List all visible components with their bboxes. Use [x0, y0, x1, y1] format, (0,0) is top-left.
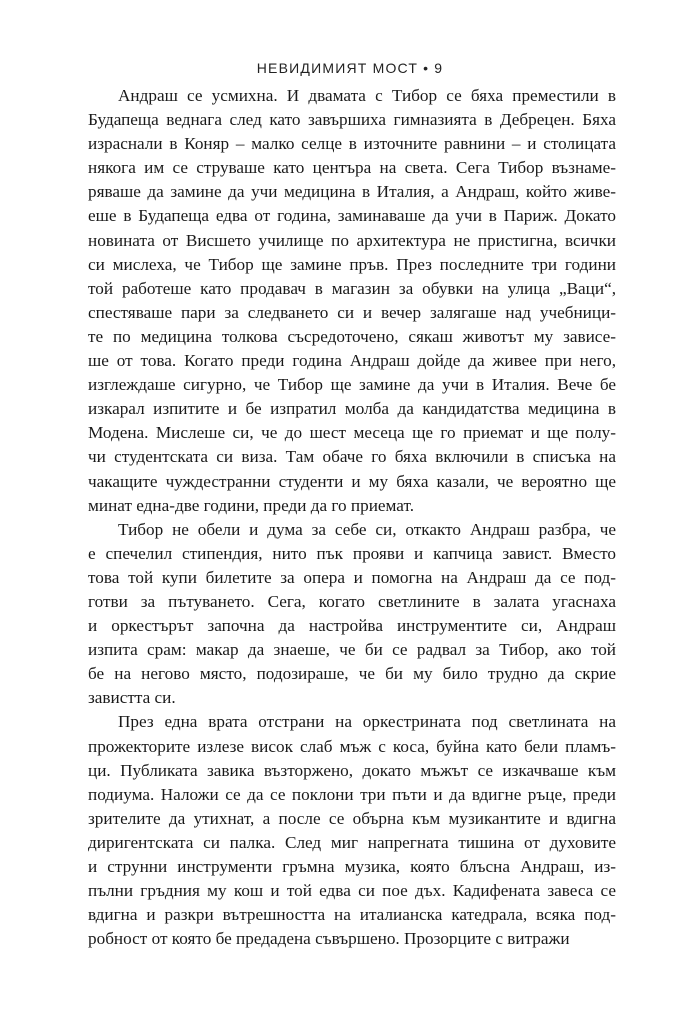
text-line: изглеждаше сигурно, че Тибор ще замине да учи в Италия. Вече бе	[88, 375, 616, 395]
paragraph	[88, 710, 616, 951]
text-line: някога им се струваше като центъра на света. Сега Тибор възнаме-	[88, 158, 616, 178]
text-line: е спечелил стипендия, нито пък прояви и капчица завист. Вместо	[88, 543, 616, 563]
text-line: изкарал изпитите и бе изпратил молба да кандидатства медицина в	[88, 399, 616, 419]
body-text	[88, 84, 616, 951]
text-line: диригентската си палка. След миг напрегната тишина от духовите	[88, 832, 616, 852]
text-line: израснали в Коняр – малко селце в източните равнини – и столицата	[88, 134, 616, 154]
text-line: изпита срам: макар да знаеше, че би се радвал за Тибор, ако той	[88, 640, 616, 660]
text-line: пълни гръдния му кош и той едва си пое дъх. Кадифената завеса се	[88, 881, 616, 901]
text-line: си мислеха, че Тибор ще замине пръв. През последните три години	[88, 254, 616, 274]
text-line: подиума. Наложи се да се поклони три пъти и да вдигне ръце, преди	[88, 784, 616, 804]
header-separator: •	[423, 60, 430, 76]
running-header	[0, 60, 700, 76]
text-line: еше в Будапеща едва от година, заминаваше да учи в Париж. Докато	[88, 206, 616, 226]
text-line: Модена. Мислеше си, че до шест месеца ще го приемат и ще полу-	[88, 423, 616, 443]
text-line: новината от Висшето училище по архитектура не пристигна, всички	[88, 230, 616, 250]
text-line: чакащите чуждестранни студенти и му бяха казали, че вероятно ще	[88, 471, 616, 491]
book-title: НЕВИДИМИЯТ МОСТ	[256, 60, 419, 76]
text-line: той работеше като продавач в магазин за обувки на улица „Ваци“,	[88, 278, 616, 298]
text-line: и оркестърът започна да настройва инструментите си, Андраш	[88, 616, 616, 636]
text-line: ряваше да замине да учи медицина в Италия, а Андраш, който живе-	[88, 182, 616, 202]
page-number: 9	[434, 60, 444, 76]
text-line: зрителите да утихнат, а после се обърна към музикантите и вдигна	[88, 808, 616, 828]
text-line: и струнни инструменти гръмна музика, която блъсна Андраш, из-	[88, 857, 616, 876]
text-line: това той купи билетите за опера и помогна на Андраш да се под-	[88, 567, 616, 587]
text-line: ци. Публиката завика възторжено, докато мъжът се изкачваше към	[88, 760, 616, 780]
text-line: минат една-две години, преди да го приемат.	[88, 495, 414, 515]
text-line: готви за пътуването. Сега, когато светлините в залата угаснаха	[88, 591, 616, 611]
paragraph	[88, 518, 616, 711]
text-line: През една врата отстрани на оркестрината под светлината на	[118, 712, 616, 732]
text-line: Будапеща веднага след като завършиха гимназията в Дебрецен. Бяха	[88, 110, 616, 130]
text-line: завистта си.	[88, 688, 176, 708]
text-line: Андраш се усмихна. И двамата с Тибор се бяха преместили в	[118, 86, 616, 105]
text-line: ше от това. Когато преди година Андраш дойде да живее при него,	[88, 351, 616, 371]
text-line: чи студентската си виза. Там обаче го бяха включили в списъка на	[88, 447, 616, 467]
text-line: спестяваше пари за следването си и вечер залягаше над учебници-	[88, 302, 616, 322]
text-line: бе на негово място, подозираше, че би му било трудно да скрие	[88, 664, 616, 684]
paragraph	[88, 84, 616, 518]
text-line: Тибор не обели и дума за себе си, откакто Андраш разбра, че	[118, 519, 616, 539]
text-line: те по медицина толкова съсредоточено, сякаш животът му зависе-	[88, 326, 616, 346]
text-line: вдигна и разкри вътрешността на италианска катедрала, всяка под-	[88, 905, 616, 925]
text-line: прожекторите излезе висок слаб мъж с коса, буйна като бели пламъ-	[88, 736, 616, 756]
text-line: робност от която бе предадена съвършено. Прозорците с витражи	[88, 929, 570, 949]
